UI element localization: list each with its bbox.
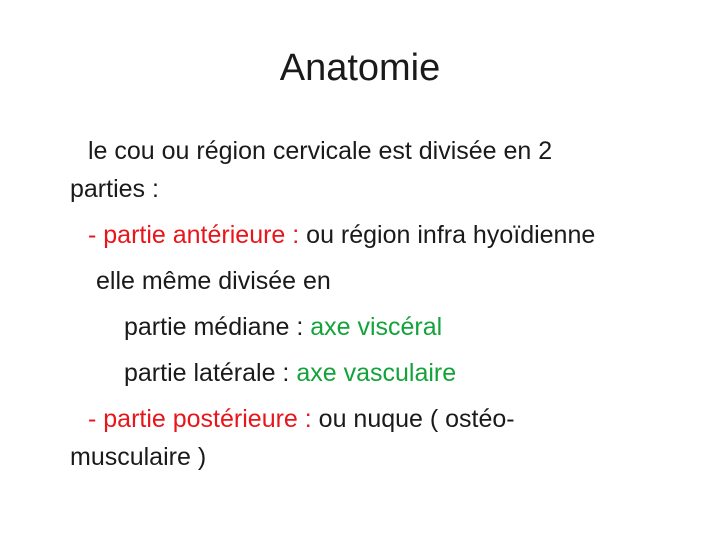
posterior-part-label: - partie postérieure :: [88, 405, 312, 433]
body-line-5: [124, 312, 442, 342]
body-line-3: [88, 220, 595, 250]
anterior-part-label: - partie antérieure :: [88, 221, 300, 249]
body-line-1: [88, 136, 552, 166]
lateral-part-label: partie latérale :: [124, 359, 297, 387]
body-line-8: [70, 442, 206, 472]
slide-title: Anatomie: [279, 47, 441, 89]
body-line-2-text: parties :: [70, 175, 159, 203]
body-line-7: [88, 404, 515, 434]
body-line-3-text: ou région infra hyoïdienne: [299, 221, 596, 249]
body-line-6: [124, 358, 456, 388]
vascular-axis-label: axe vasculaire: [296, 359, 457, 387]
body-line-8-text: musculaire ): [70, 443, 207, 471]
body-line-2: [70, 174, 159, 204]
visceral-axis-label: axe viscéral: [310, 313, 443, 341]
median-part-label: partie médiane :: [124, 313, 311, 341]
body-line-7-text: ou nuque ( ostéo-: [311, 405, 515, 433]
body-line-1-text: le cou ou région cervicale est divisée en 2: [88, 137, 553, 165]
body-line-4-text: elle même divisée en: [96, 267, 331, 295]
body-line-4: [96, 266, 331, 296]
